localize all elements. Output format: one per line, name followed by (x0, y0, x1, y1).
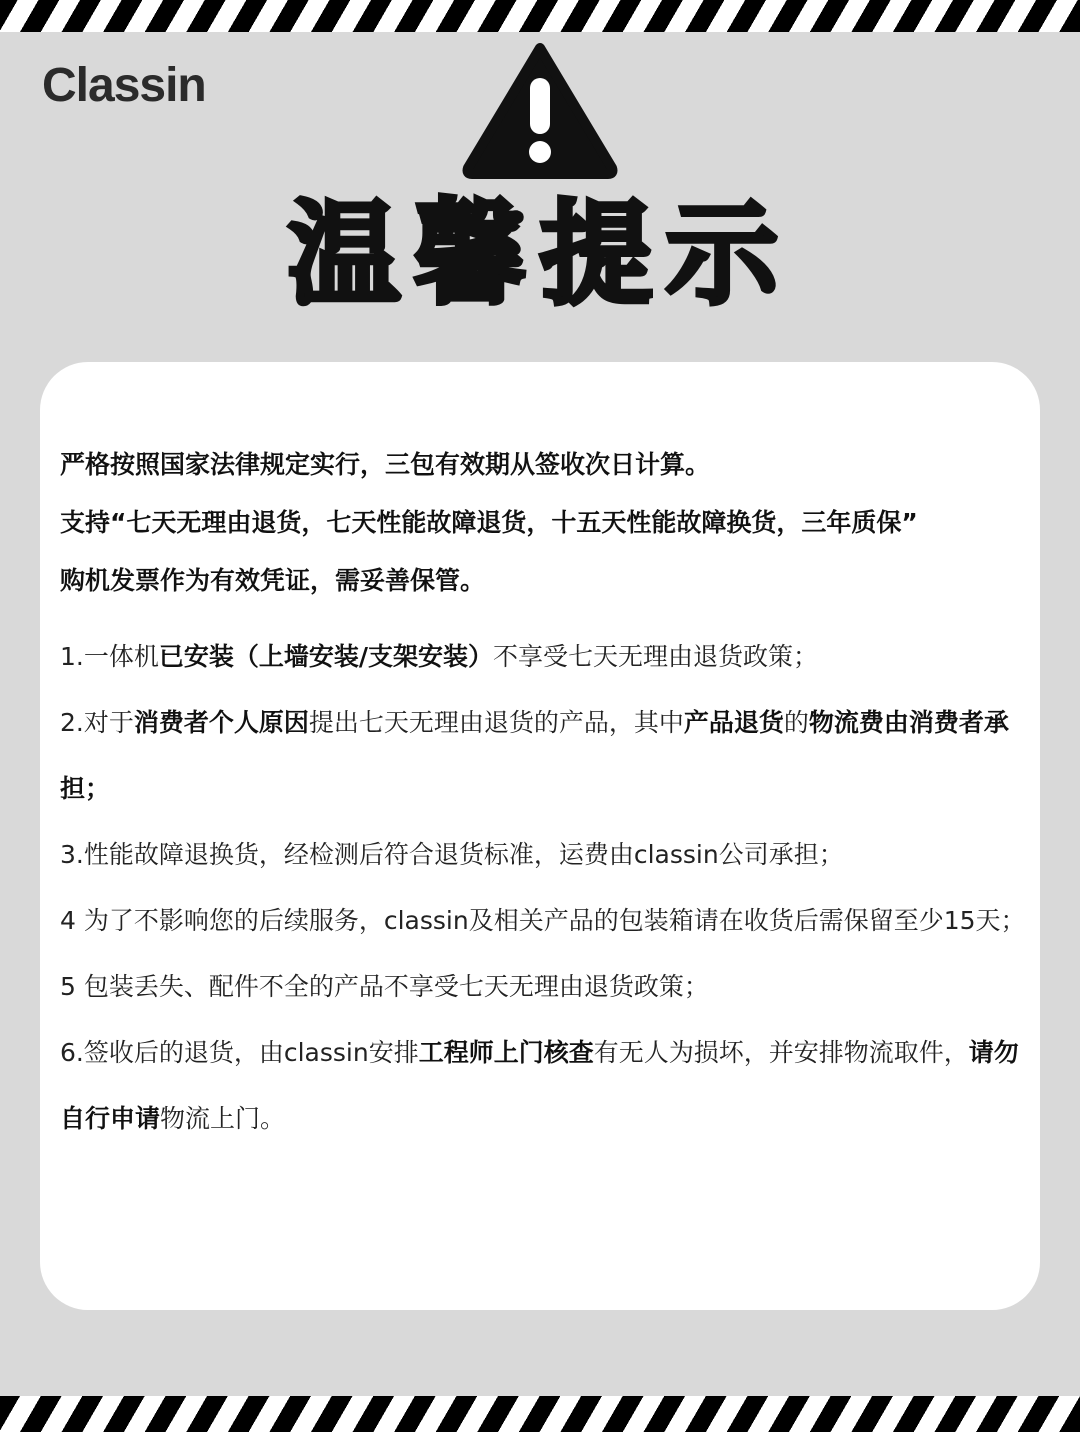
page-title: 温馨提示 (288, 190, 792, 320)
policy-list (60, 624, 1035, 1152)
policy-item-2: 2.对于消费者个人原因提出七天无理由退货的产品，其中产品退货的物流费由消费者承担； (60, 708, 1009, 803)
intro-line: 严格按照国家法律规定实行，三包有效期从签收次日计算。 (60, 450, 711, 479)
policy-item-5: 5 包装丢失、配件不全的产品不享受七天无理由退货政策； (60, 972, 709, 1001)
top-hazard-stripe (0, 0, 1080, 32)
policy-item-3: 3.性能故障退换货，经检测后符合退货标准，运费由classin公司承担； (60, 840, 844, 869)
classin-logo: Classin (42, 59, 206, 112)
intro-line: 支持“七天无理由退货，七天性能故障退货，十五天性能故障换货，三年质保” (60, 508, 918, 537)
policy-item-1: 1.一体机已安装（上墙安装/支架安装）不享受七天无理由退货政策； (60, 642, 819, 671)
intro-line: 购机发票作为有效凭证，需妥善保管。 (60, 566, 486, 595)
warning-icon (462, 40, 618, 180)
notice-card (40, 362, 1040, 1310)
policy-item-6: 6.签收后的退货，由classin安排工程师上门核查有无人为损坏，并安排物流取件，请勿自行申请物流上门。 (60, 1038, 1019, 1133)
notice-content (60, 436, 1035, 1152)
policy-item-4: 4 为了不影响您的后续服务，classin及相关产品的包装箱请在收货后需保留至少15天； (60, 906, 1026, 935)
bottom-hazard-stripe (0, 1396, 1080, 1432)
